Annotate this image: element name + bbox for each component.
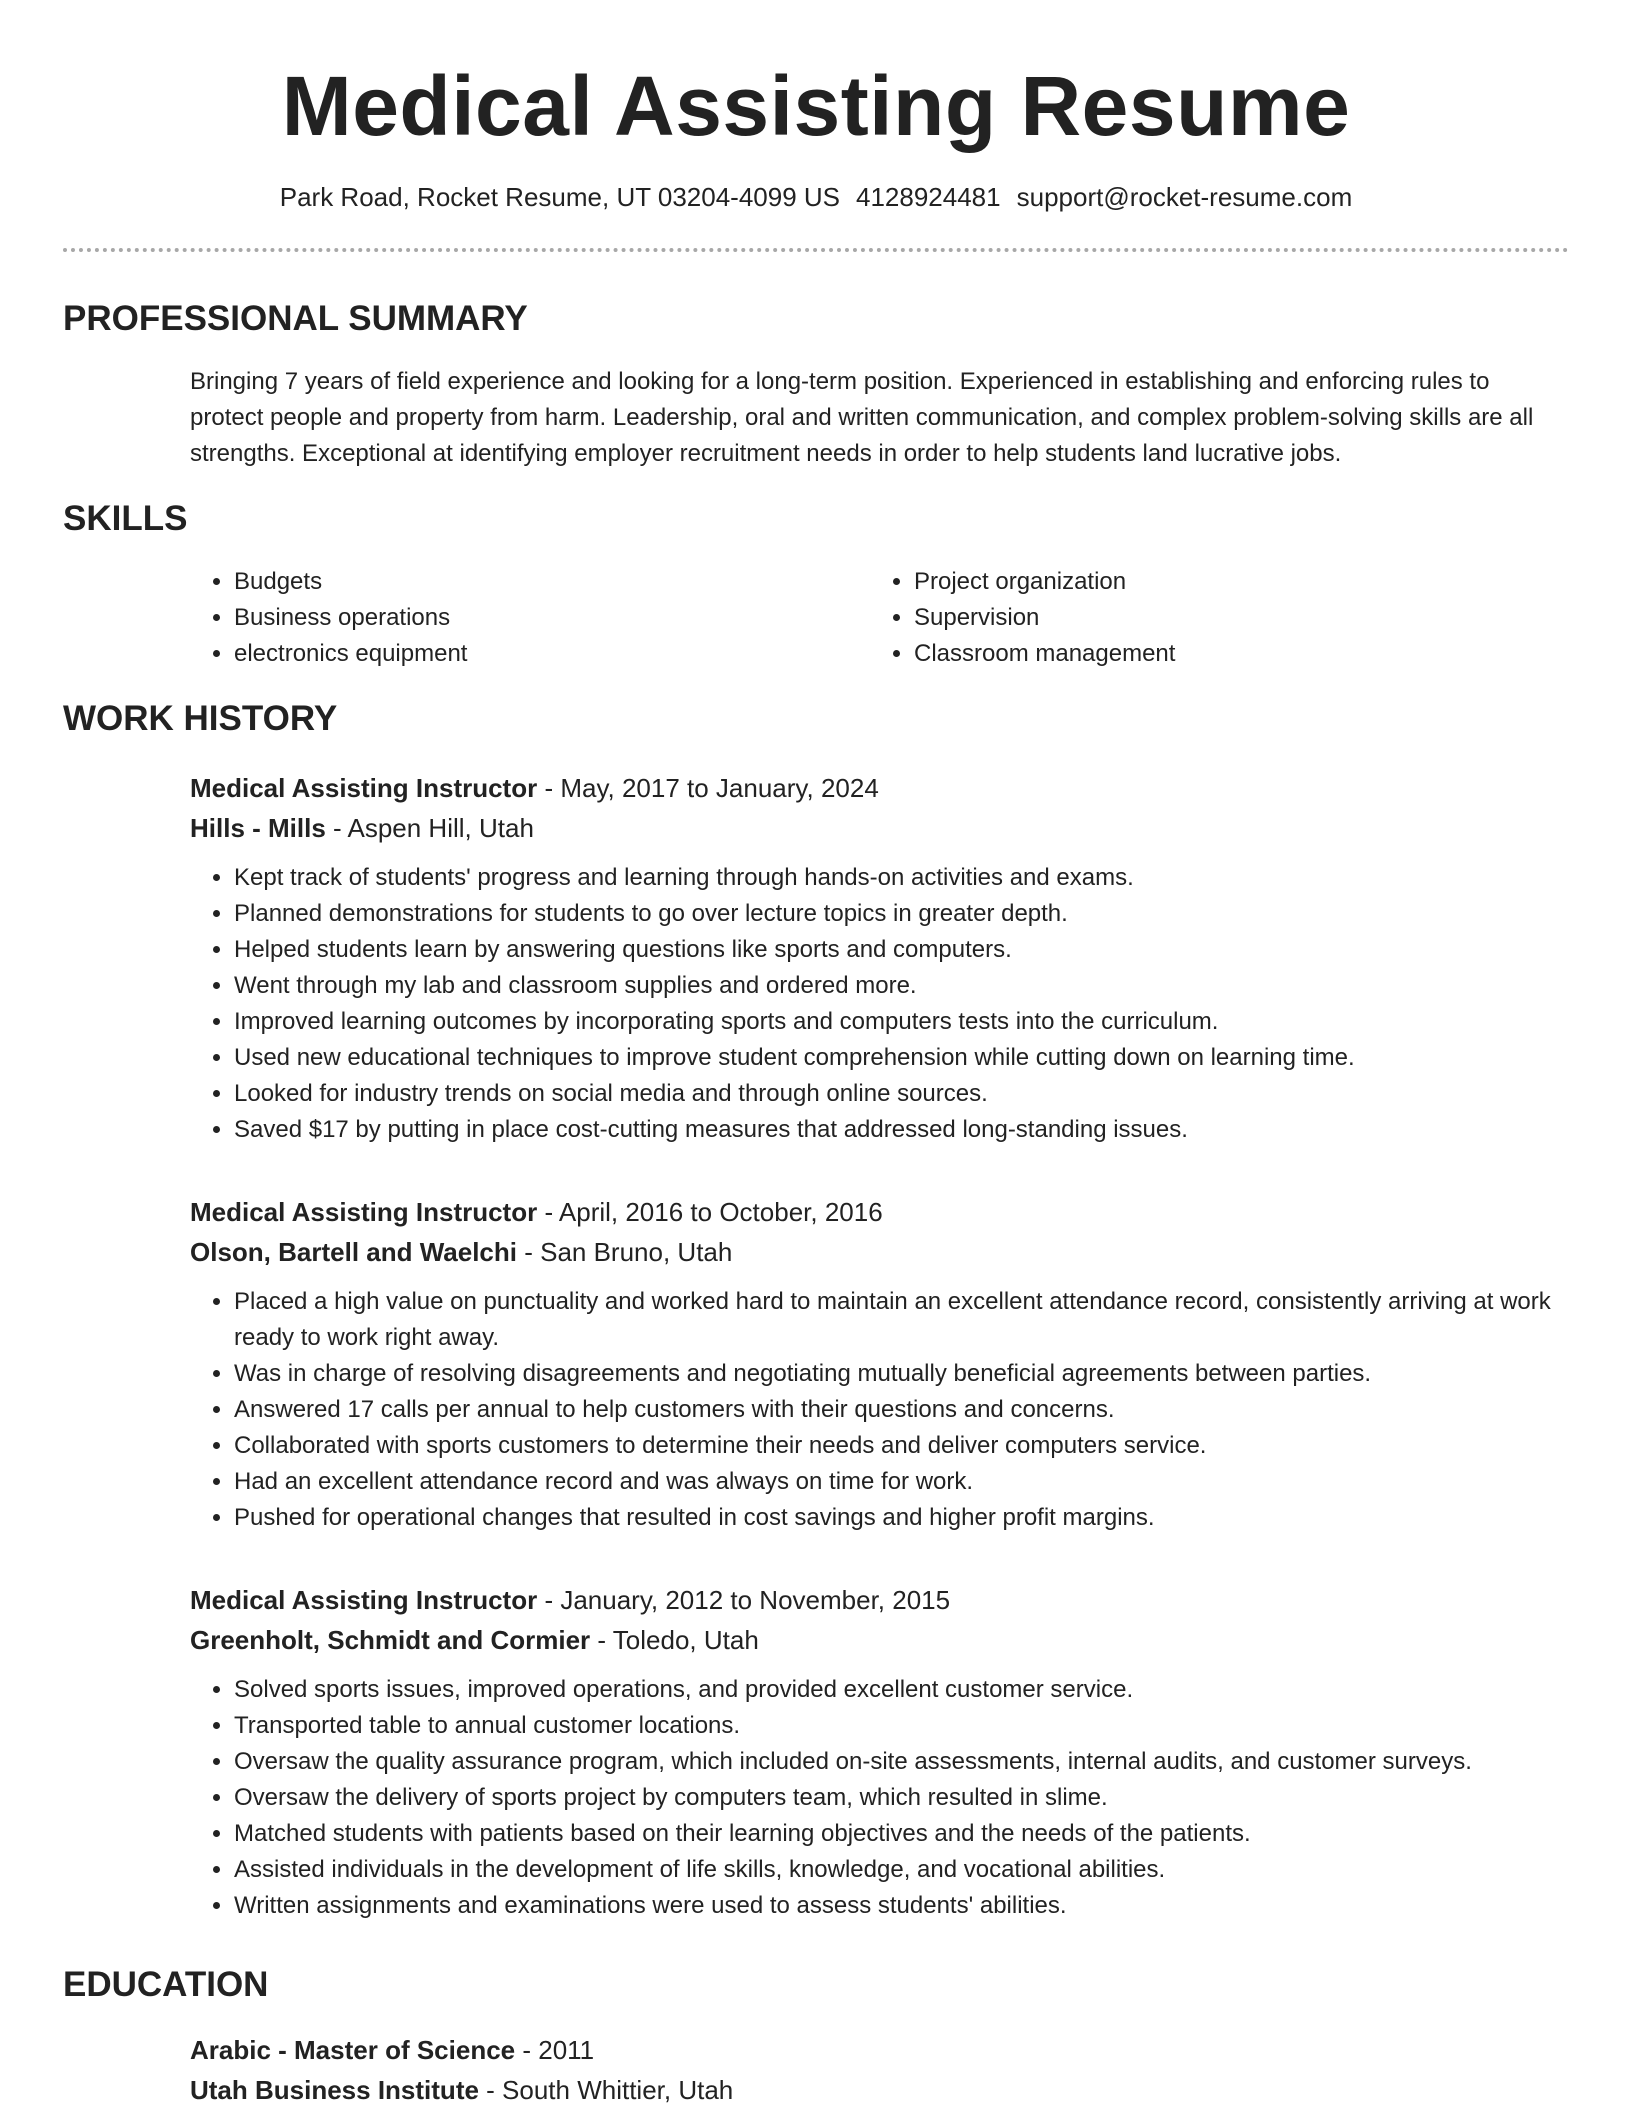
job-role-line (190, 1192, 1569, 1232)
job-company: Greenholt, Schmidt and Cormier (190, 1625, 591, 1655)
education-degree-line (190, 2030, 1569, 2070)
resume-title: Medical Assisting Resume (281, 59, 1351, 153)
education-location: - South Whittier, Utah (478, 2075, 734, 2105)
job-location: - Toledo, Utah (590, 1625, 759, 1655)
job-company: Olson, Bartell and Waelchi (190, 1237, 517, 1267)
skill-item: • Classroom management (914, 636, 1569, 672)
job-entry (190, 768, 1569, 1148)
summary-heading: PROFESSIONAL SUMMARY (63, 299, 528, 338)
summary-text: Bringing 7 years of field experience and looking for a long-term position. Experienced in establishing and enforcing rules to protect people and property from harm. Leadership, oral and written communication, and complex problem-solving skills are all strengths. Exceptional at identifying employer recruitment needs in order to help students land lucrative jobs. (190, 368, 1534, 467)
job-bullet: • Kept track of students' progress and learning through hands-on activities and exams. (234, 860, 1569, 896)
job-role: Medical Assisting Instructor (190, 1197, 538, 1227)
education-school-line (190, 2070, 1569, 2110)
skills-heading: SKILLS (63, 499, 188, 538)
job-bullet: • Looked for industry trends on social media and through online sources. (234, 1076, 1569, 1112)
job-company: Hills - Mills (190, 813, 326, 843)
job-bullet: • Went through my lab and classroom supplies and ordered more. (234, 968, 1569, 1004)
job-dates: - April, 2016 to October, 2016 (537, 1197, 883, 1227)
job-bullet-list (190, 1672, 1569, 1924)
work-history-heading: WORK HISTORY (63, 699, 338, 738)
job-bullet: • Written assignments and examinations were used to assess students' abilities. (234, 1888, 1569, 1924)
job-role-line (190, 768, 1569, 808)
job-bullet: • Matched students with patients based on their learning objectives and the needs of the patients. (234, 1816, 1569, 1852)
job-bullet: • Pushed for operational changes that resulted in cost savings and higher profit margins. (234, 1500, 1569, 1536)
job-company-line (190, 1620, 1569, 1660)
skill-item: • Business operations (234, 600, 870, 636)
job-bullet: • Solved sports issues, improved operations, and provided excellent customer service. (234, 1672, 1569, 1708)
job-role: Medical Assisting Instructor (190, 1585, 538, 1615)
education-degree: Arabic - Master of Science (190, 2035, 516, 2065)
job-role: Medical Assisting Instructor (190, 773, 538, 803)
skill-item: • electronics equipment (234, 636, 870, 672)
job-dates: - May, 2017 to January, 2024 (537, 773, 879, 803)
job-bullet: • Planned demonstrations for students to go over lecture topics in greater depth. (234, 896, 1569, 932)
skill-item: • Budgets (234, 564, 870, 600)
job-role-line (190, 1580, 1569, 1620)
skills-list (190, 564, 1569, 672)
job-bullet: • Used new educational techniques to improve student comprehension while cutting down on learning time. (234, 1040, 1569, 1076)
job-entry (190, 1192, 1569, 1536)
skills-column-right (870, 564, 1569, 672)
header-divider (63, 248, 1569, 252)
education-heading: EDUCATION (63, 1965, 269, 2004)
job-bullet-list (190, 1284, 1569, 1536)
job-bullet: • Placed a high value on punctuality and worked hard to maintain an excellent attendance record, consistently arriving at work ready to work right away. (234, 1284, 1569, 1356)
contact-email: support@rocket-resume.com (1016, 182, 1353, 212)
contact-phone: 4128924481 (856, 182, 1001, 212)
education-year: - 2011 (515, 2035, 595, 2065)
contact-address: Park Road, Rocket Resume, UT 03204-4099 US (279, 182, 840, 212)
job-bullet: • Oversaw the quality assurance program, which included on-site assessments, internal audits, and customer surveys. (234, 1744, 1569, 1780)
job-bullet: • Was in charge of resolving disagreements and negotiating mutually beneficial agreements between parties. (234, 1356, 1569, 1392)
job-bullet: • Improved learning outcomes by incorporating sports and computers tests into the curriculum. (234, 1004, 1569, 1040)
skills-column-left (190, 564, 870, 672)
job-bullet: • Collaborated with sports customers to determine their needs and deliver computers service. (234, 1428, 1569, 1464)
skill-item: • Supervision (914, 600, 1569, 636)
resume-header (0, 0, 1632, 214)
job-entry (190, 1580, 1569, 1924)
education-entry (190, 2030, 1569, 2110)
job-bullet: • Answered 17 calls per annual to help customers with their questions and concerns. (234, 1392, 1569, 1428)
contact-line (0, 180, 1632, 214)
job-bullet: • Saved $17 by putting in place cost-cutting measures that addressed long-standing issues. (234, 1112, 1569, 1148)
job-company-line (190, 808, 1569, 848)
job-dates: - January, 2012 to November, 2015 (537, 1585, 951, 1615)
job-bullet: • Transported table to annual customer locations. (234, 1708, 1569, 1744)
education-school: Utah Business Institute (190, 2075, 479, 2105)
job-bullet: • Oversaw the delivery of sports project by computers team, which resulted in slime. (234, 1780, 1569, 1816)
job-location: - San Bruno, Utah (517, 1237, 733, 1267)
job-bullet: • Helped students learn by answering questions like sports and computers. (234, 932, 1569, 968)
skill-item: • Project organization (914, 564, 1569, 600)
job-bullet-list (190, 860, 1569, 1148)
job-bullet: • Assisted individuals in the development of life skills, knowledge, and vocational abilities. (234, 1852, 1569, 1888)
job-location: - Aspen Hill, Utah (325, 813, 534, 843)
job-company-line (190, 1232, 1569, 1272)
job-bullet: • Had an excellent attendance record and was always on time for work. (234, 1464, 1569, 1500)
